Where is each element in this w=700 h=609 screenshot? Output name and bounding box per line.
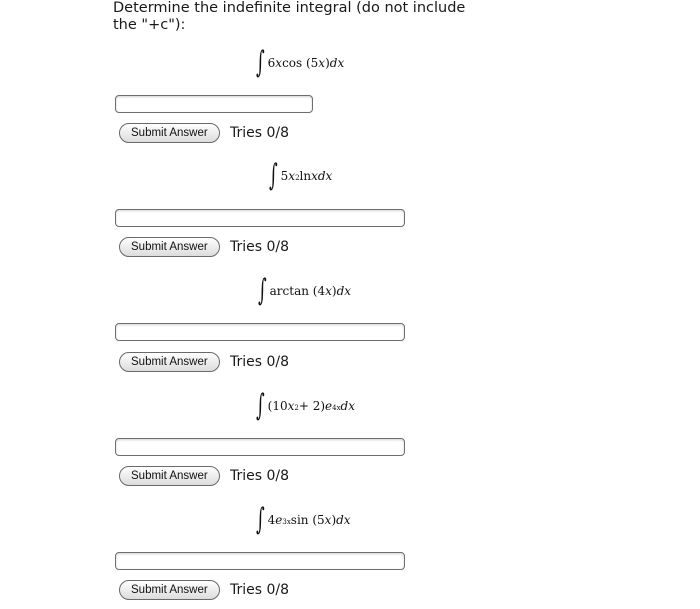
integral-sign: ∫ (256, 45, 265, 80)
answer-input-2[interactable] (115, 209, 405, 227)
submit-answer-button-4[interactable]: Submit Answer (119, 466, 220, 486)
answer-input-3[interactable] (115, 323, 405, 341)
tries-counter-2: Tries 0/8 (230, 239, 290, 255)
integral-sign: ∫ (256, 388, 265, 423)
integral-expression-3: ∫ arctan (4 x ) dx (258, 273, 352, 308)
submit-answer-button-5[interactable]: Submit Answer (119, 580, 220, 600)
integral-sign: ∫ (258, 273, 267, 308)
submit-answer-button-1[interactable]: Submit Answer (119, 123, 220, 143)
answer-input-1[interactable] (115, 95, 313, 113)
answer-input-5[interactable] (115, 552, 405, 570)
integral-expression-4: ∫ (10 x 2 + 2) e 4x dx (256, 388, 355, 423)
tries-counter-4: Tries 0/8 (230, 468, 290, 484)
instructions-text: Determine the indefinite integral (do not include the "+c"): (113, 0, 466, 33)
tries-counter-1: Tries 0/8 (230, 125, 290, 141)
integral-expression-1: ∫ 6 x cos (5 x ) dx (256, 45, 345, 80)
tries-counter-5: Tries 0/8 (230, 582, 290, 598)
integral-sign: ∫ (256, 502, 265, 537)
integral-expression-5: ∫ 4 e 3x sin (5 x ) dx (256, 502, 351, 537)
integral-sign: ∫ (269, 158, 278, 193)
integral-expression-2: ∫ 5 x 2 ln xdx (269, 158, 333, 193)
submit-answer-button-2[interactable]: Submit Answer (119, 237, 220, 257)
tries-counter-3: Tries 0/8 (230, 354, 290, 370)
submit-answer-button-3[interactable]: Submit Answer (119, 352, 220, 372)
answer-input-4[interactable] (115, 438, 405, 456)
